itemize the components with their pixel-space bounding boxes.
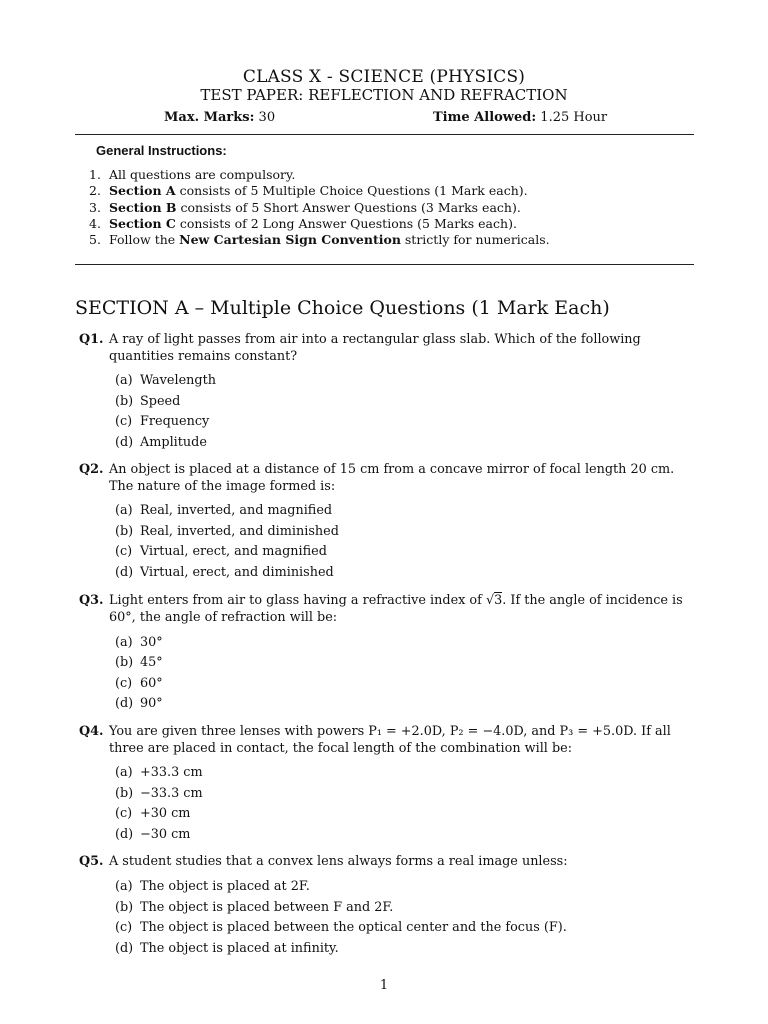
question-text-start: Light enters from air to glass having a refractive index of √ (109, 593, 495, 608)
max-marks-label: Max. Marks: (164, 110, 255, 125)
time-allowed (433, 110, 607, 125)
instruction-text: consists of 2 Long Answer Questions (5 Marks each). (175, 216, 517, 231)
option (115, 827, 190, 842)
option (115, 635, 163, 650)
option-label: (b) (115, 900, 134, 915)
option-label: (d) (115, 435, 134, 450)
instruction-item (89, 167, 295, 183)
option (115, 394, 180, 409)
option-text: +30 cm (140, 806, 191, 821)
option (115, 544, 327, 559)
option (115, 655, 163, 670)
instruction-number: 2. (89, 183, 101, 198)
question-text (109, 592, 695, 626)
instruction-bold: New Cartesian Sign Convention (179, 232, 401, 247)
instruction-number: 5. (89, 232, 101, 247)
option (115, 565, 334, 580)
option-text: Real, inverted, and diminished (140, 524, 339, 539)
question-text: You are given three lenses with powers P₁ = +2.0D, P₂ = −4.0D, and P₃ = +5.0D. If all three are placed in contact, the focal length of the combination will be: (109, 724, 671, 756)
instruction-item (89, 200, 521, 216)
instructions-title: General Instructions: (96, 143, 227, 158)
option-text: +33.3 cm (140, 765, 203, 780)
option (115, 765, 203, 780)
option-text: Wavelength (140, 373, 216, 388)
instruction-text: consists of 5 Multiple Choice Questions (1 Mark each). (175, 183, 528, 198)
option-label: (c) (115, 920, 133, 935)
radicand: 3 (494, 593, 503, 608)
question-3 (79, 592, 695, 626)
option-label: (b) (115, 655, 134, 670)
option-text: The object is placed between F and 2F. (140, 900, 394, 915)
instruction-text: All questions are compulsory. (109, 167, 296, 182)
time-value: 1.25 Hour (540, 110, 608, 125)
option (115, 900, 393, 915)
question-number: Q5. (79, 854, 104, 869)
max-marks-value: 30 (258, 110, 276, 125)
question-number: Q3. (79, 593, 104, 608)
option-text: Virtual, erect, and magnified (140, 544, 327, 559)
option-label: (a) (115, 879, 133, 894)
option-text: 60° (140, 676, 163, 691)
option (115, 676, 163, 691)
option (115, 503, 332, 518)
instruction-item (89, 216, 517, 232)
option-text: −33.3 cm (140, 786, 203, 801)
option-label: (b) (115, 524, 134, 539)
option-text: The object is placed at 2F. (140, 879, 310, 894)
header-divider (75, 134, 694, 135)
option-label: (c) (115, 676, 133, 691)
option-text: Amplitude (140, 435, 207, 450)
option (115, 806, 190, 821)
option (115, 524, 339, 539)
section-a-heading: SECTION A – Multiple Choice Questions (1 Mark Each) (75, 297, 610, 319)
paper-subtitle: TEST PAPER: REFLECTION AND REFRACTION (200, 86, 568, 104)
option (115, 786, 203, 801)
instruction-number: 1. (89, 167, 101, 182)
option-text: Real, inverted, and magnified (140, 503, 333, 518)
instruction-text: Follow the (109, 232, 180, 247)
question-2 (79, 461, 695, 495)
instruction-number: 4. (89, 216, 101, 231)
instruction-text: consists of 5 Short Answer Questions (3 Marks each). (176, 200, 521, 215)
option-text: −30 cm (140, 827, 191, 842)
instruction-number: 3. (89, 200, 101, 215)
option-text: The object is placed between the optical center and the focus (F). (140, 920, 567, 935)
question-5 (79, 853, 695, 870)
option (115, 373, 216, 388)
option-text: Virtual, erect, and diminished (140, 565, 334, 580)
option-label: (a) (115, 765, 133, 780)
question-number: Q1. (79, 332, 104, 347)
option-label: (c) (115, 414, 133, 429)
instruction-item (89, 232, 550, 248)
instruction-bold: Section A (109, 183, 176, 198)
question-1 (79, 331, 695, 365)
option-label: (b) (115, 786, 134, 801)
option-text: Speed (140, 394, 181, 409)
question-text-end: . If the angle of incidence is 60°, the angle of refraction will be: (109, 593, 683, 625)
question-4 (79, 723, 695, 757)
instruction-bold: Section C (109, 216, 176, 231)
question-number: Q2. (79, 462, 104, 477)
question-text: A ray of light passes from air into a rectangular glass slab. Which of the following quantities remains constant? (109, 332, 641, 364)
option-text: Frequency (140, 414, 210, 429)
instructions-divider (75, 264, 694, 265)
instruction-item (89, 183, 528, 199)
instruction-bold: Section B (109, 200, 177, 215)
max-marks (164, 110, 275, 125)
option (115, 879, 310, 894)
option (115, 920, 567, 935)
option (115, 941, 339, 956)
option-label: (d) (115, 565, 134, 580)
question-text: An object is placed at a distance of 15 cm from a concave mirror of focal length 20 cm. The nature of the image formed is: (109, 462, 675, 494)
option (115, 414, 209, 429)
option-label: (a) (115, 373, 133, 388)
option (115, 696, 163, 711)
option (115, 435, 207, 450)
option-label: (d) (115, 827, 134, 842)
option-label: (c) (115, 806, 133, 821)
option-text: 30° (140, 635, 163, 650)
option-label: (d) (115, 941, 134, 956)
question-text: A student studies that a convex lens always forms a real image unless: (109, 854, 568, 869)
option-text: 45° (140, 655, 163, 670)
question-number: Q4. (79, 724, 104, 739)
option-text: 90° (140, 696, 163, 711)
option-label: (a) (115, 503, 133, 518)
option-label: (d) (115, 696, 134, 711)
instruction-text-tail: strictly for numericals. (400, 232, 550, 247)
paper-title: CLASS X - SCIENCE (PHYSICS) (242, 67, 526, 87)
option-text: The object is placed at infinity. (140, 941, 339, 956)
option-label: (b) (115, 394, 134, 409)
option-label: (c) (115, 544, 133, 559)
time-label: Time Allowed: (433, 110, 537, 125)
option-label: (a) (115, 635, 133, 650)
page-number: 1 (379, 978, 389, 993)
